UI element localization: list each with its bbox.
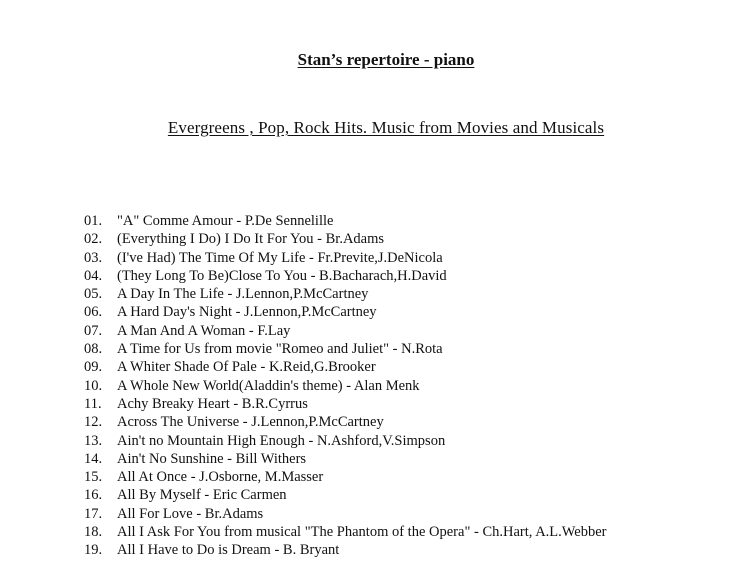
song-item bbox=[84, 230, 607, 248]
song-item bbox=[84, 340, 607, 358]
song-item bbox=[84, 303, 607, 321]
song-number: 13. bbox=[84, 432, 103, 449]
song-item bbox=[84, 450, 607, 468]
song-title: "A" Comme Amour - P.De Sennelille bbox=[117, 213, 334, 229]
song-item bbox=[84, 358, 607, 376]
song-number: 12. bbox=[84, 414, 103, 431]
song-number: 15. bbox=[84, 469, 103, 486]
song-item bbox=[84, 212, 607, 230]
song-number: 17. bbox=[84, 505, 103, 522]
song-number: 14. bbox=[84, 450, 103, 467]
song-number: 04. bbox=[84, 267, 103, 284]
song-title: A Man And A Woman - F.Lay bbox=[117, 322, 291, 339]
song-title: (I've Had) The Time Of My Life - Fr.Previte,J.DeNicola bbox=[117, 249, 443, 266]
song-title: Achy Breaky Heart - B.R.Cyrrus bbox=[117, 395, 308, 412]
song-number: 18. bbox=[84, 524, 103, 541]
song-number: 02. bbox=[84, 231, 103, 248]
page-subtitle: Evergreens , Pop, Rock Hits. Music from Movies and Musicals bbox=[167, 118, 605, 137]
song-item bbox=[84, 285, 607, 303]
song-number: 01. bbox=[84, 213, 103, 229]
song-number: 10. bbox=[84, 377, 103, 394]
song-title: A Whole New World(Aladdin's theme) - Alan Menk bbox=[117, 377, 420, 394]
song-title: All At Once - J.Osborne, M.Masser bbox=[117, 469, 324, 486]
song-title: A Hard Day's Night - J.Lennon,P.McCartney bbox=[117, 304, 377, 321]
song-number: 08. bbox=[84, 341, 103, 358]
song-title: All For Love - Br.Adams bbox=[117, 505, 264, 522]
song-item bbox=[84, 413, 607, 431]
song-item bbox=[84, 505, 607, 523]
song-title: All I Have to Do is Dream - B. Bryant bbox=[117, 542, 340, 559]
song-item bbox=[84, 432, 607, 450]
song-title: (They Long To Be)Close To You - B.Bacharach,H.David bbox=[117, 267, 447, 284]
song-title: Across The Universe - J.Lennon,P.McCartney bbox=[117, 414, 384, 431]
song-item bbox=[84, 249, 607, 267]
song-number: 09. bbox=[84, 359, 103, 376]
song-number: 16. bbox=[84, 487, 103, 504]
song-item bbox=[84, 486, 607, 504]
song-item bbox=[84, 523, 607, 541]
song-number: 06. bbox=[84, 304, 103, 321]
song-item bbox=[84, 468, 607, 486]
song-number: 11. bbox=[84, 395, 102, 412]
song-list bbox=[84, 212, 607, 560]
page-title: Stan’s repertoire - piano bbox=[297, 50, 475, 69]
song-item bbox=[84, 395, 607, 413]
song-item bbox=[84, 541, 607, 559]
song-title: A Time for Us from movie "Romeo and Juliet" - N.Rota bbox=[117, 341, 443, 358]
song-number: 05. bbox=[84, 286, 103, 303]
song-title: A Day In The Life - J.Lennon,P.McCartney bbox=[117, 286, 369, 303]
song-number: 19. bbox=[84, 542, 103, 559]
song-title: Ain't No Sunshine - Bill Withers bbox=[117, 450, 307, 467]
song-title: All By Myself - Eric Carmen bbox=[117, 487, 287, 504]
song-title: Ain't no Mountain High Enough - N.Ashford,V.Simpson bbox=[117, 432, 446, 449]
song-title: A Whiter Shade Of Pale - K.Reid,G.Brooker bbox=[117, 359, 376, 376]
song-title: All I Ask For You from musical "The Phantom of the Opera" - Ch.Hart, A.L.Webber bbox=[117, 524, 607, 541]
song-item bbox=[84, 322, 607, 340]
song-number: 03. bbox=[84, 249, 103, 266]
song-item bbox=[84, 267, 607, 285]
song-number: 07. bbox=[84, 322, 103, 339]
song-title: (Everything I Do) I Do It For You - Br.Adams bbox=[117, 231, 385, 248]
song-item bbox=[84, 377, 607, 395]
